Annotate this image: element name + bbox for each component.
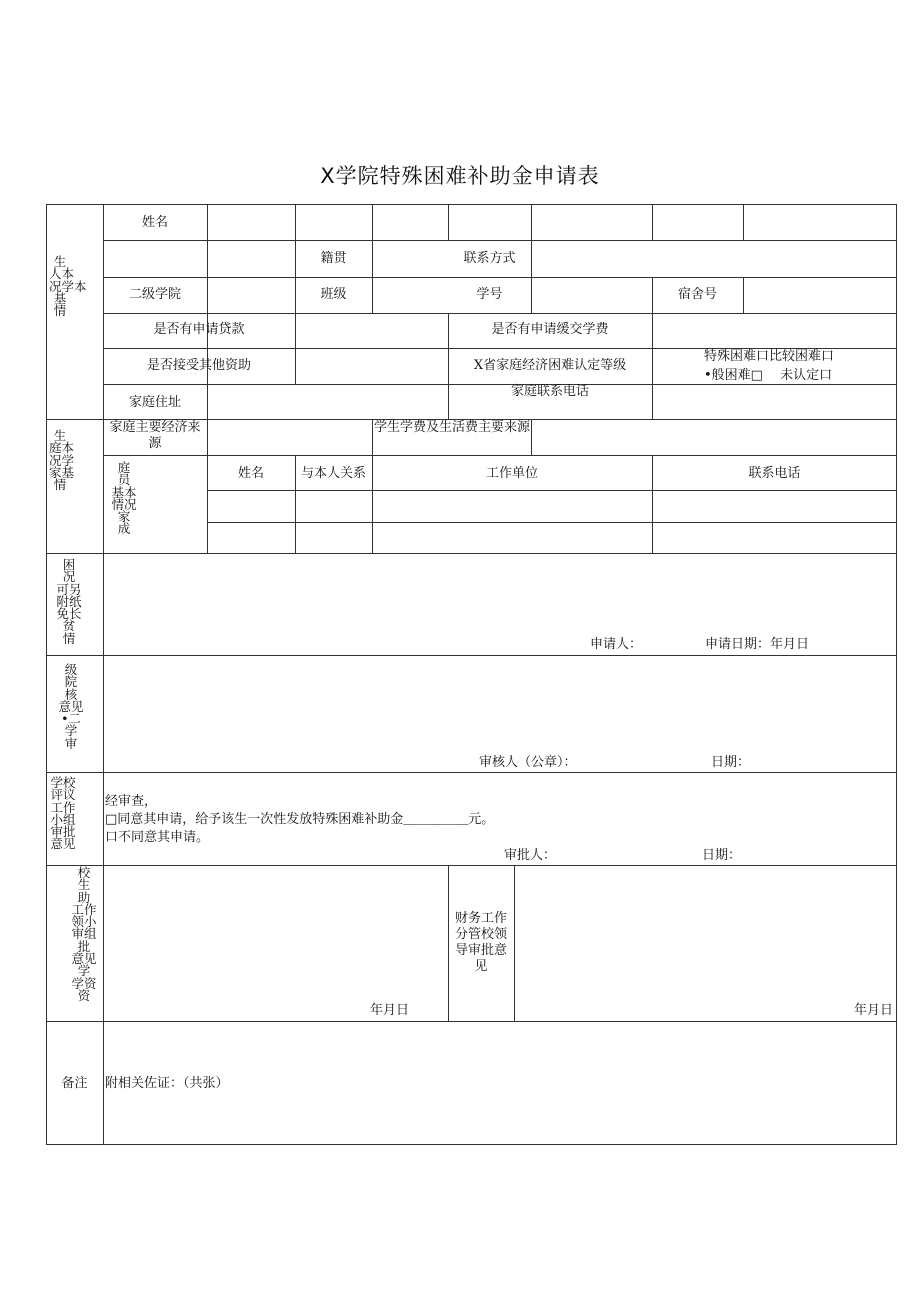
input-family-income[interactable] [208,420,372,455]
input-student-id[interactable] [532,278,652,313]
label-tuition-source: 学生学费及生活费主要来源 [373,420,530,435]
page-title: X学院特殊困难补助金申请表 [320,164,600,188]
label-student-id: 学号 [476,287,503,302]
label-family-members: 庭 员 基本 情况 家 成 [111,460,137,537]
input-other-aid[interactable] [296,349,448,384]
label-home-address: 家庭住址 [128,395,181,410]
review-line-1: 经审查， [105,794,158,809]
label-family-income: 家庭主要经济来源 [109,420,201,451]
section-label-hardship: 困 况 可另 附纸 免长 贫 情 [56,557,82,646]
input-contact[interactable] [532,241,896,277]
review-date-label: 日期： [711,755,751,770]
applicant-label: 申请人： [590,637,643,652]
finance-leader-text: 财务工作 分管校领 导审批意 见 [454,911,507,974]
input-tuition-source[interactable] [532,420,896,455]
col-work-unit: 工作单位 [485,466,538,481]
aid-leader-date: 年月日 [370,1003,410,1018]
review-line-2: □同意其申请，给予该生一次性发放特殊困难补助金＿＿＿＿＿元。 [105,812,495,827]
review-line-3: 口不同意其申请。 [105,830,210,845]
col-member-phone: 联系电话 [748,466,801,481]
section-label-school-review: 学校 评议 工作 小组 审批 意见 [50,775,76,852]
remarks-text: 附相关佐证：（共张） [105,1076,229,1091]
label-class: 班级 [320,287,347,302]
section-label-college-review: 级 院 核 意见 •二 学 审 [58,662,84,751]
col-member-name: 姓名 [237,466,264,481]
section-label-remarks: 备注 [61,1076,88,1091]
section-label-family-basic: 生 庭本 况学 家基 情 [49,428,75,493]
apply-date-label: 申请日期：年月日 [705,637,810,652]
section-label-finance-leader [450,911,512,975]
label-dorm: 宿舍号 [677,287,717,302]
input-hardship-description[interactable] [104,554,896,632]
input-class[interactable] [373,278,448,313]
level-options-row1: 特殊困难口比较困难口 [704,349,835,364]
approval-date-label: 日期： [702,848,742,863]
label-deferral: 是否有申请缓交学费 [491,322,609,337]
input-college[interactable] [208,278,295,313]
input-native-place[interactable] [373,241,448,277]
input-dorm[interactable] [744,278,896,313]
approver-label: 审批人： [504,848,557,863]
col-relation: 与本人关系 [300,466,366,481]
input-college-opinion[interactable] [104,656,896,751]
label-home-phone: 家庭联系电话 [510,384,589,399]
label-native-place: 籍贯 [320,251,347,266]
section-label-aid-leader: 校 生 助 工作 领小 审组 批 意见 学 学资 资 [71,865,97,1003]
application-form [46,204,897,1145]
label-college: 二级学院 [128,287,181,302]
label-other-aid: 是否接受其他资助 [146,358,251,373]
input-aid-leader-opinion[interactable] [104,866,448,998]
label-loan: 是否有申请贷款 [153,322,245,337]
finance-leader-date: 年月日 [854,1003,894,1018]
input-loan[interactable] [296,314,448,348]
input-home-phone[interactable] [653,385,896,419]
label-contact: 联系方式 [463,251,516,266]
input-deferral[interactable] [653,314,896,348]
reviewer-label: 审核人（公章）： [479,755,577,770]
input-finance-leader-opinion[interactable] [515,866,896,998]
input-name[interactable] [208,205,295,240]
label-name: 姓名 [141,215,168,230]
level-options-row2: •般困难□ 未认定口 [704,368,833,383]
label-province-level: X省家庭经济困难认定等级 [473,358,627,373]
input-home-address[interactable] [208,385,448,419]
section-label-student-basic: 生 人本 况学本 基 情 [49,254,87,319]
